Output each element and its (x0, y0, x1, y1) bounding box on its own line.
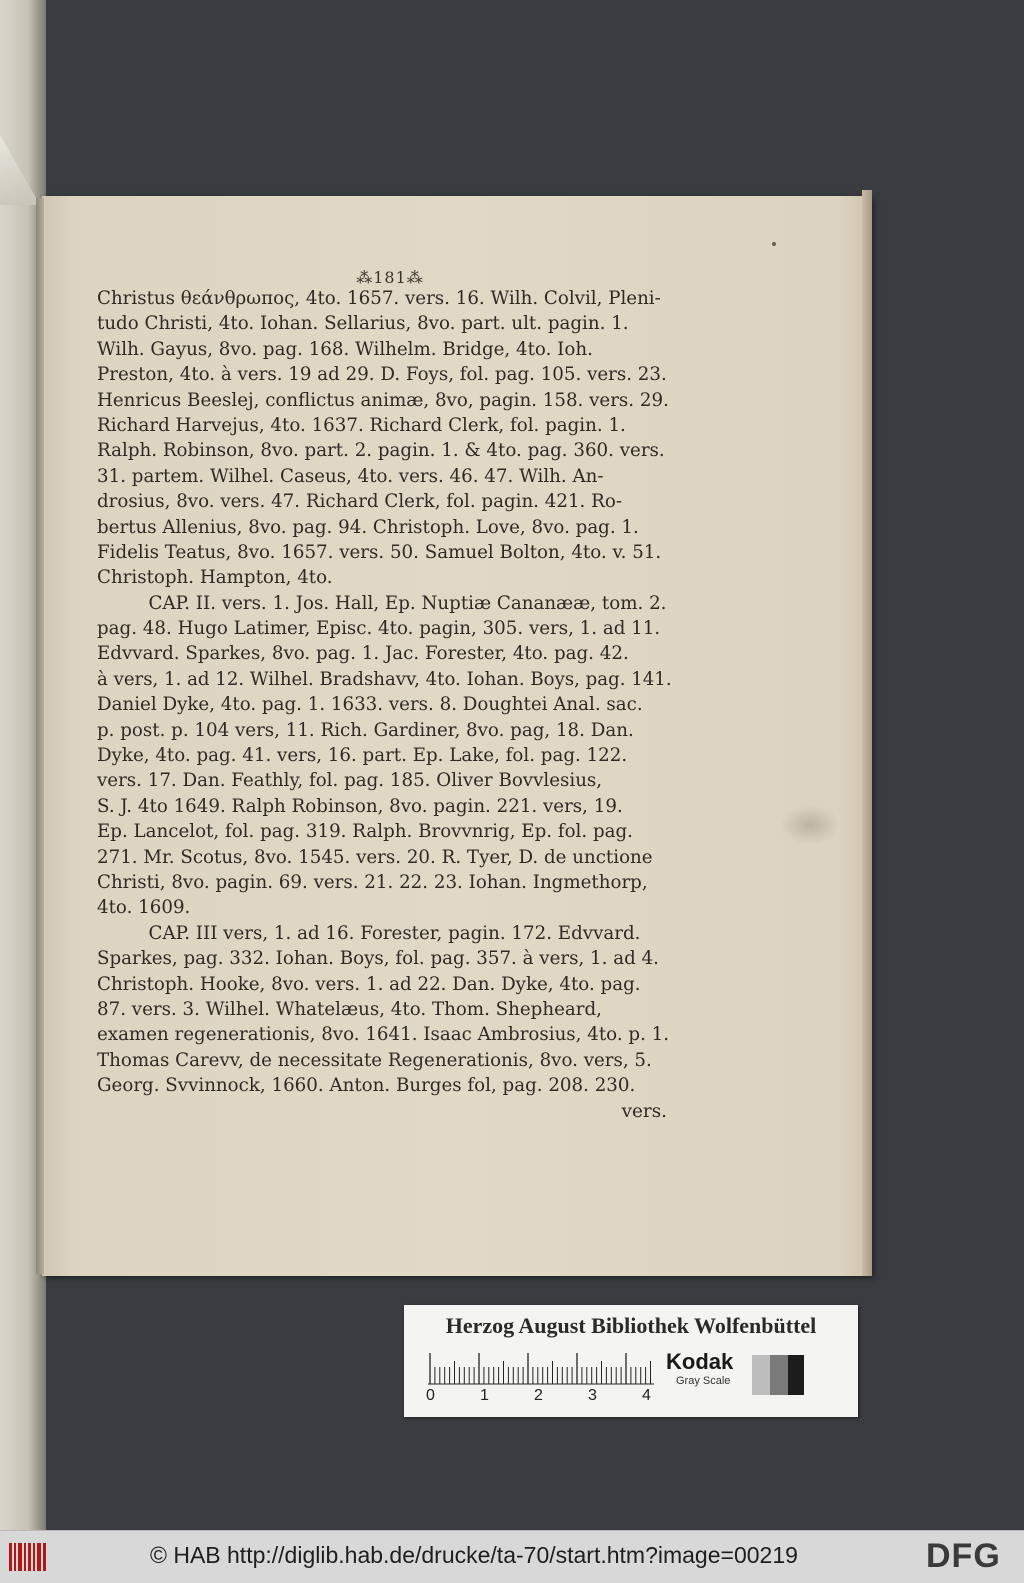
text-line: drosius, 8vo. vers. 47. Richard Clerk, fol. pagin. 421. Ro- (97, 491, 622, 513)
text-line: 4to. 1609. (97, 897, 191, 919)
text-line: Ralph. Robinson, 8vo. part. 2. pagin. 1. & 4to. pag. 360. vers. (97, 440, 665, 462)
page-number (350, 268, 430, 287)
text-line: S. J. 4to 1649. Ralph Robinson, 8vo. pagin. 221. vers, 19. (97, 795, 623, 817)
hab-barcode-logo-icon (8, 1539, 48, 1575)
copyright-url[interactable]: © HAB http://diglib.hab.de/drucke/ta-70/start.htm?image=00219 (150, 1542, 798, 1568)
text-line: Fidelis Teatus, 8vo. 1657. vers. 50. Samuel Bolton, 4to. v. 51. (97, 541, 662, 563)
ruler-number: 1 (480, 1387, 489, 1404)
text-line: Henricus Beeslej, conflictus animæ, 8vo, pagin. 158. vers. 29. (97, 389, 669, 411)
folio-ornament-right: ⁂ (406, 268, 424, 287)
text-line: bertus Allenius, 8vo. pag. 94. Christoph. Love, 8vo. pag. 1. (97, 516, 639, 538)
ruler-number: 3 (588, 1387, 597, 1404)
ruler-numbers (418, 1387, 668, 1407)
text-line: pag. 48. Hugo Latimer, Episc. 4to. pagin, 305. vers, 1. ad 11. (97, 618, 661, 640)
paper-stain (780, 805, 840, 845)
text-line: CAP. II. vers. 1. Jos. Hall, Ep. Nuptiæ Cananææ, tom. 2. (148, 592, 667, 614)
folio-number: 181 (373, 268, 407, 287)
gray-patch-mid (770, 1355, 788, 1395)
ruler-ticks (428, 1351, 654, 1385)
paper-speck (772, 242, 776, 246)
text-line: Daniel Dyke, 4to. pag. 1. 1633. vers. 8. Doughtei Anal. sac. (97, 694, 643, 716)
text-line: à vers, 1. ad 12. Wilhel. Bradshavv, 4to. Iohan. Boys, pag. 141. (97, 668, 672, 690)
text-line: p. post. p. 104 vers, 11. Rich. Gardiner, 8vo. pag, 18. Dan. (97, 719, 634, 741)
gray-scale-label: Gray Scale (676, 1375, 731, 1387)
text-line: vers. 17. Dan. Feathly, fol. pag. 185. Oliver Bovvlesius, (97, 770, 603, 792)
text-line: Christoph. Hampton, 4to. (97, 567, 333, 589)
text-line: Christus θεάνθρωπος, 4to. 1657. vers. 16. Wilh. Colvil, Pleni- (97, 288, 661, 309)
text-line: Edvvard. Sparkes, 8vo. pag. 1. Jac. Forester, 4to. pag. 42. (97, 643, 629, 665)
kodak-logo: Kodak (666, 1349, 734, 1374)
text-line: Thomas Carevv, de necessitate Regenerationis, 8vo. vers, 5. (97, 1049, 652, 1071)
folio-ornament-left: ⁂ (356, 268, 374, 287)
ruler-number: 4 (642, 1387, 651, 1404)
text-line: 271. Mr. Scotus, 8vo. 1545. vers. 20. R. Tyer, D. de unctione (97, 846, 653, 868)
gray-patch-light (752, 1355, 770, 1395)
text-line: Wilh. Gayus, 8vo. pag. 168. Wilhelm. Bridge, 4to. Ioh. (97, 338, 593, 360)
ruler-number: 2 (534, 1387, 543, 1404)
text-line: Sparkes, pag. 332. Iohan. Boys, fol. pag. 357. à vers, 1. ad 4. (97, 948, 659, 970)
text-line: Christi, 8vo. pagin. 69. vers. 21. 22. 23. Iohan. Ingmethorp, (97, 871, 648, 893)
card-title: Herzog August Bibliothek Wolfenbüttel (445, 1313, 817, 1338)
text-line: CAP. III vers, 1. ad 16. Forester, pagin. 172. Edvvard. (148, 922, 641, 944)
colour-reference-card (404, 1305, 858, 1417)
text-line: Preston, 4to. à vers. 19 ad 29. D. Foys, fol. pag. 105. vers. 23. (97, 364, 667, 386)
text-line: vers. (621, 1100, 667, 1122)
page-gutter (36, 198, 44, 1274)
text-line: tudo Christi, 4to. Iohan. Sellarius, 8vo. part. ult. pagin. 1. (97, 313, 629, 335)
text-line: 87. vers. 3. Wilhel. Whatelæus, 4to. Thom. Shepheard, (97, 998, 602, 1020)
text-line: examen regenerationis, 8vo. 1641. Isaac Ambrosius, 4to. p. 1. (97, 1024, 670, 1046)
page-right-edge (862, 190, 872, 1276)
text-line: 31. partem. Wilhel. Caseus, 4to. vers. 46. 47. Wilh. An- (97, 465, 604, 487)
text-line: Dyke, 4to. pag. 41. vers, 16. part. Ep. Lake, fol. pag. 122. (97, 745, 628, 767)
text-line: Georg. Svvinnock, 1660. Anton. Burges fol, pag. 208. 230. (97, 1075, 636, 1097)
gray-patch-dark (788, 1355, 804, 1395)
dfg-logo: DFG (926, 1537, 1001, 1575)
text-line: Richard Harvejus, 4to. 1637. Richard Clerk, fol. pagin. 1. (97, 414, 626, 436)
text-line: Ep. Lancelot, fol. pag. 319. Ralph. Brovvnrig, Ep. fol. pag. (97, 821, 633, 843)
page-body-text (97, 286, 677, 1124)
ruler-number: 0 (426, 1387, 435, 1404)
footer-bar (0, 1530, 1024, 1583)
text-line: Christoph. Hooke, 8vo. vers. 1. ad 22. Dan. Dyke, 4to. pag. (97, 973, 641, 995)
